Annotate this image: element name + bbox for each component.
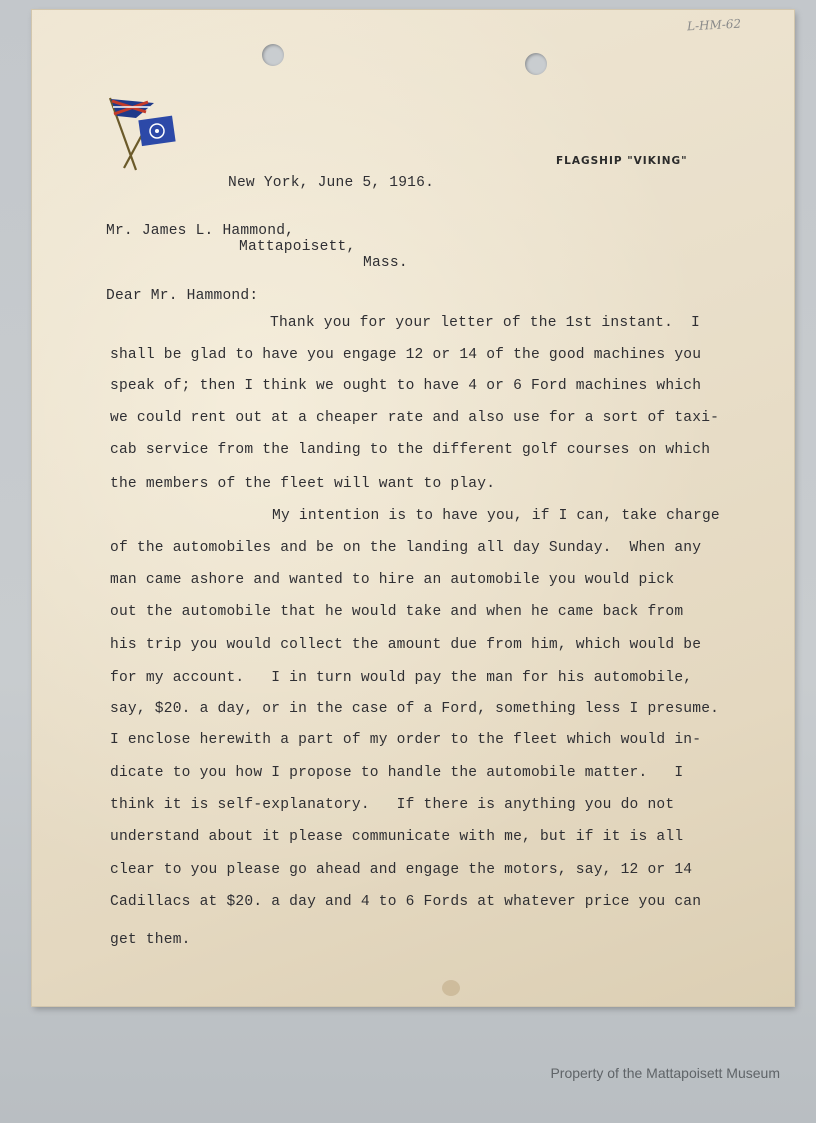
body-line: for my account. I in turn would pay the man for his automobile, bbox=[110, 670, 693, 686]
address-line-2: Mattapoisett, bbox=[239, 239, 356, 255]
body-line: Cadillacs at $20. a day and 4 to 6 Fords at whatever price you can bbox=[110, 894, 702, 910]
address-line-3: Mass. bbox=[363, 255, 408, 271]
body-line: My intention is to have you, if I can, take charge bbox=[272, 508, 720, 524]
body-line: think it is self-explanatory. If there is anything you do not bbox=[110, 797, 675, 813]
letterhead: FLAGSHIP "VIKING" bbox=[556, 155, 688, 167]
punch-hole-left bbox=[262, 44, 284, 66]
body-line: man came ashore and wanted to hire an automobile you would pick bbox=[110, 572, 675, 588]
body-line: understand about it please communicate with me, but if it is all bbox=[110, 829, 684, 845]
body-line: I enclose herewith a part of my order to the fleet which would in- bbox=[110, 732, 702, 748]
body-line: the members of the fleet will want to play. bbox=[110, 476, 496, 492]
date-line: New York, June 5, 1916. bbox=[228, 175, 435, 191]
address-line-1: Mr. James L. Hammond, bbox=[106, 223, 295, 239]
body-line: his trip you would collect the amount due from him, which would be bbox=[110, 637, 702, 653]
museum-credit: Property of the Mattapoisett Museum bbox=[550, 1065, 780, 1081]
letter-page bbox=[32, 10, 794, 1006]
body-line: dicate to you how I propose to handle the automobile matter. I bbox=[110, 765, 684, 781]
body-line: cab service from the landing to the different golf courses on which bbox=[110, 442, 711, 458]
body-line: speak of; then I think we ought to have 4 or 6 Ford machines which bbox=[110, 378, 702, 394]
paper-stain bbox=[442, 980, 460, 996]
reference-mark: L-HM-62 bbox=[686, 16, 742, 34]
body-line: of the automobiles and be on the landing all day Sunday. When any bbox=[110, 540, 702, 556]
body-line: Thank you for your letter of the 1st instant. I bbox=[270, 315, 700, 331]
punch-hole-right bbox=[525, 53, 547, 75]
body-line: say, $20. a day, or in the case of a Ford, something less I presume. bbox=[110, 701, 720, 717]
body-line: get them. bbox=[110, 932, 191, 948]
salutation: Dear Mr. Hammond: bbox=[106, 288, 259, 304]
body-line: out the automobile that he would take and when he came back from bbox=[110, 604, 684, 620]
body-line: we could rent out at a cheaper rate and also use for a sort of taxi- bbox=[110, 410, 720, 426]
crossed-flags-icon bbox=[106, 96, 178, 176]
body-line: clear to you please go ahead and engage the motors, say, 12 or 14 bbox=[110, 862, 693, 878]
body-line: shall be glad to have you engage 12 or 14 of the good machines you bbox=[110, 347, 702, 363]
